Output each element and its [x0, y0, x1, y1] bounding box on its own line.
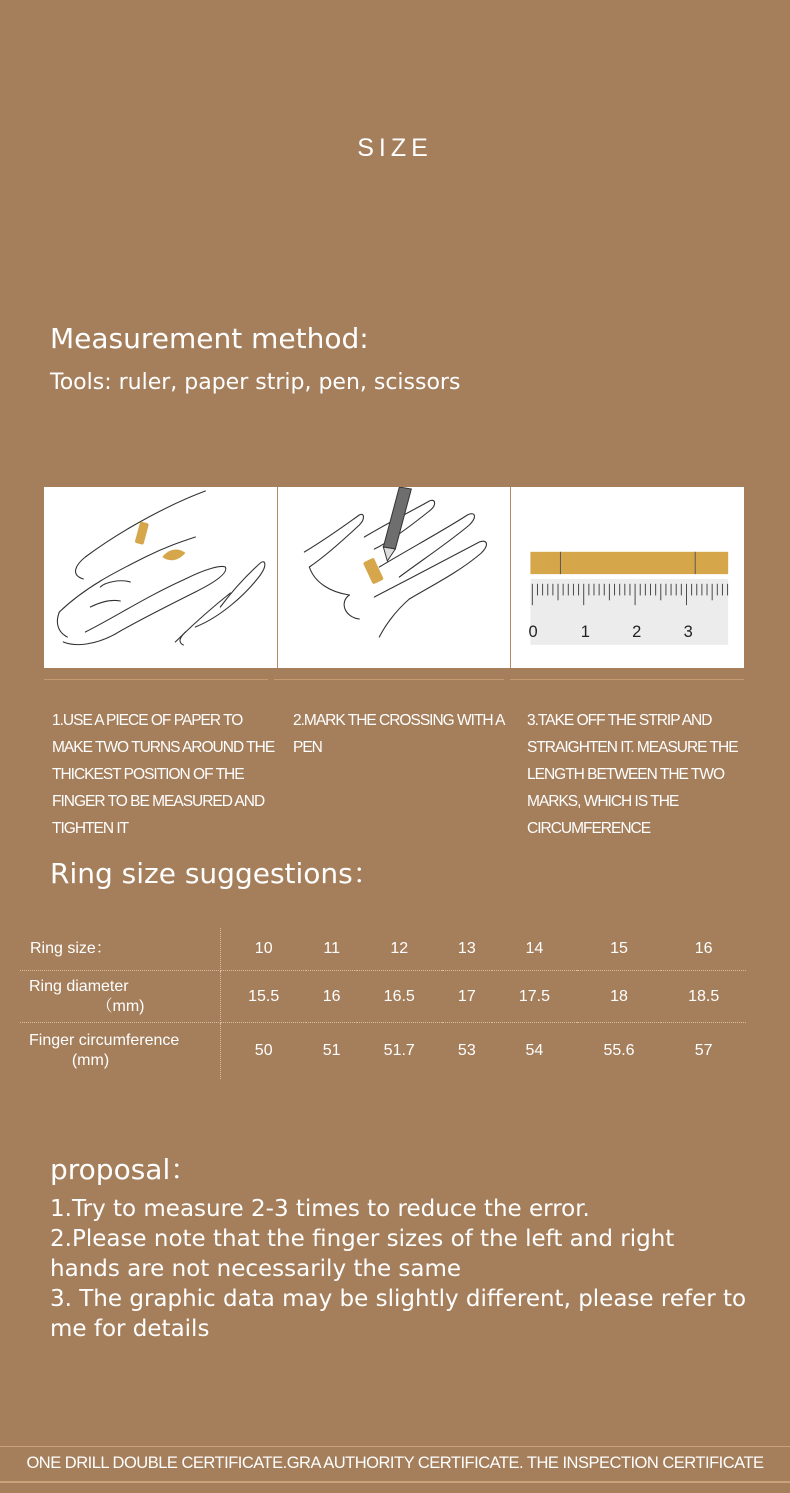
table-cell: 10	[221, 928, 307, 971]
table-cell: 51.7	[383, 1042, 415, 1059]
table-cell: 18	[577, 971, 662, 1023]
row-label: Ring size：	[20, 928, 221, 971]
measurement-illustrations	[44, 487, 744, 668]
table-cell: 51	[322, 1042, 341, 1059]
hand-pen-mark-icon	[278, 487, 511, 668]
table-cell: 14	[492, 928, 577, 971]
table-cell: 16	[306, 971, 357, 1023]
table-cell: 16	[661, 928, 746, 971]
footer-divider	[0, 1481, 790, 1483]
ruler-label-0: 0	[528, 623, 538, 642]
divider	[44, 679, 268, 680]
step2-illustration	[278, 487, 512, 668]
row-label: Finger circumference (mm)	[20, 1023, 221, 1080]
proposal-item: 2.Please note that the finger sizes of the left and right hands are not necessarily the same	[50, 1226, 675, 1282]
step1-illustration	[44, 487, 278, 668]
table-cell: 17.5	[492, 971, 577, 1023]
ruler-strip-icon	[511, 487, 744, 668]
table-cell: 11	[306, 928, 357, 971]
ring-size-heading: Ring size suggestions：	[50, 857, 381, 890]
table-row	[20, 971, 746, 1023]
table-row	[20, 1023, 746, 1080]
table-cell: 17	[442, 971, 493, 1023]
proposal-item: 3. The graphic data may be slightly different, please refer to me for details	[50, 1286, 747, 1342]
ruler-label-3: 3	[683, 623, 694, 642]
table-cell: 16.5	[357, 971, 442, 1023]
proposal-heading: proposal：	[50, 1153, 199, 1186]
divider	[510, 679, 744, 680]
table-cell: 15.5	[221, 971, 307, 1023]
proposal-list	[50, 1194, 750, 1344]
table-cell: 50	[254, 1042, 273, 1059]
hand-wrap-paper-icon	[44, 487, 277, 668]
proposal-item: 1.Try to measure 2-3 times to reduce the error.	[50, 1196, 590, 1222]
table-cell: 53	[457, 1042, 476, 1059]
step2-text: 2.MARK THE CROSSING WITH A PEN	[293, 712, 504, 756]
row-label: Ring diameter （mm)	[20, 971, 221, 1023]
ruler-label-1: 1	[581, 623, 591, 642]
table-cell: 55.6	[603, 1042, 635, 1059]
measurement-heading: Measurement method:	[50, 322, 369, 355]
table-cell: 18.5	[661, 971, 746, 1023]
table-cell: 12	[357, 928, 442, 971]
table-row	[20, 928, 746, 971]
footer-certificate: ONE DRILL DOUBLE CERTIFICATE.GRA AUTHORITY CERTIFICATE. THE INSPECTION CERTIFICATE	[0, 1446, 790, 1480]
step3-illustration	[511, 487, 744, 668]
table-cell: 57	[694, 1042, 713, 1059]
table-cell: 15	[577, 928, 662, 971]
tools-text: Tools: ruler, paper strip, pen, scissors	[50, 370, 461, 395]
page-title: SIZE	[357, 134, 433, 162]
step3-text: 3.TAKE OFF THE STRIP AND STRAIGHTEN IT. MEASURE THE LENGTH BETWEEN THE TWO MARKS, WHICH IS THE CIRCUMFERENCE	[527, 712, 738, 837]
ruler-label-2: 2	[632, 623, 642, 642]
table-cell: 13	[442, 928, 493, 971]
table-cell: 54	[525, 1042, 544, 1059]
ring-size-table	[20, 928, 746, 1079]
step1-text: 1.USE A PIECE OF PAPER TO MAKE TWO TURNS AROUND THE THICKEST POSITION OF THE FINGER TO BE MEASURED AND TIGHTEN IT	[52, 712, 275, 837]
divider	[274, 679, 504, 680]
